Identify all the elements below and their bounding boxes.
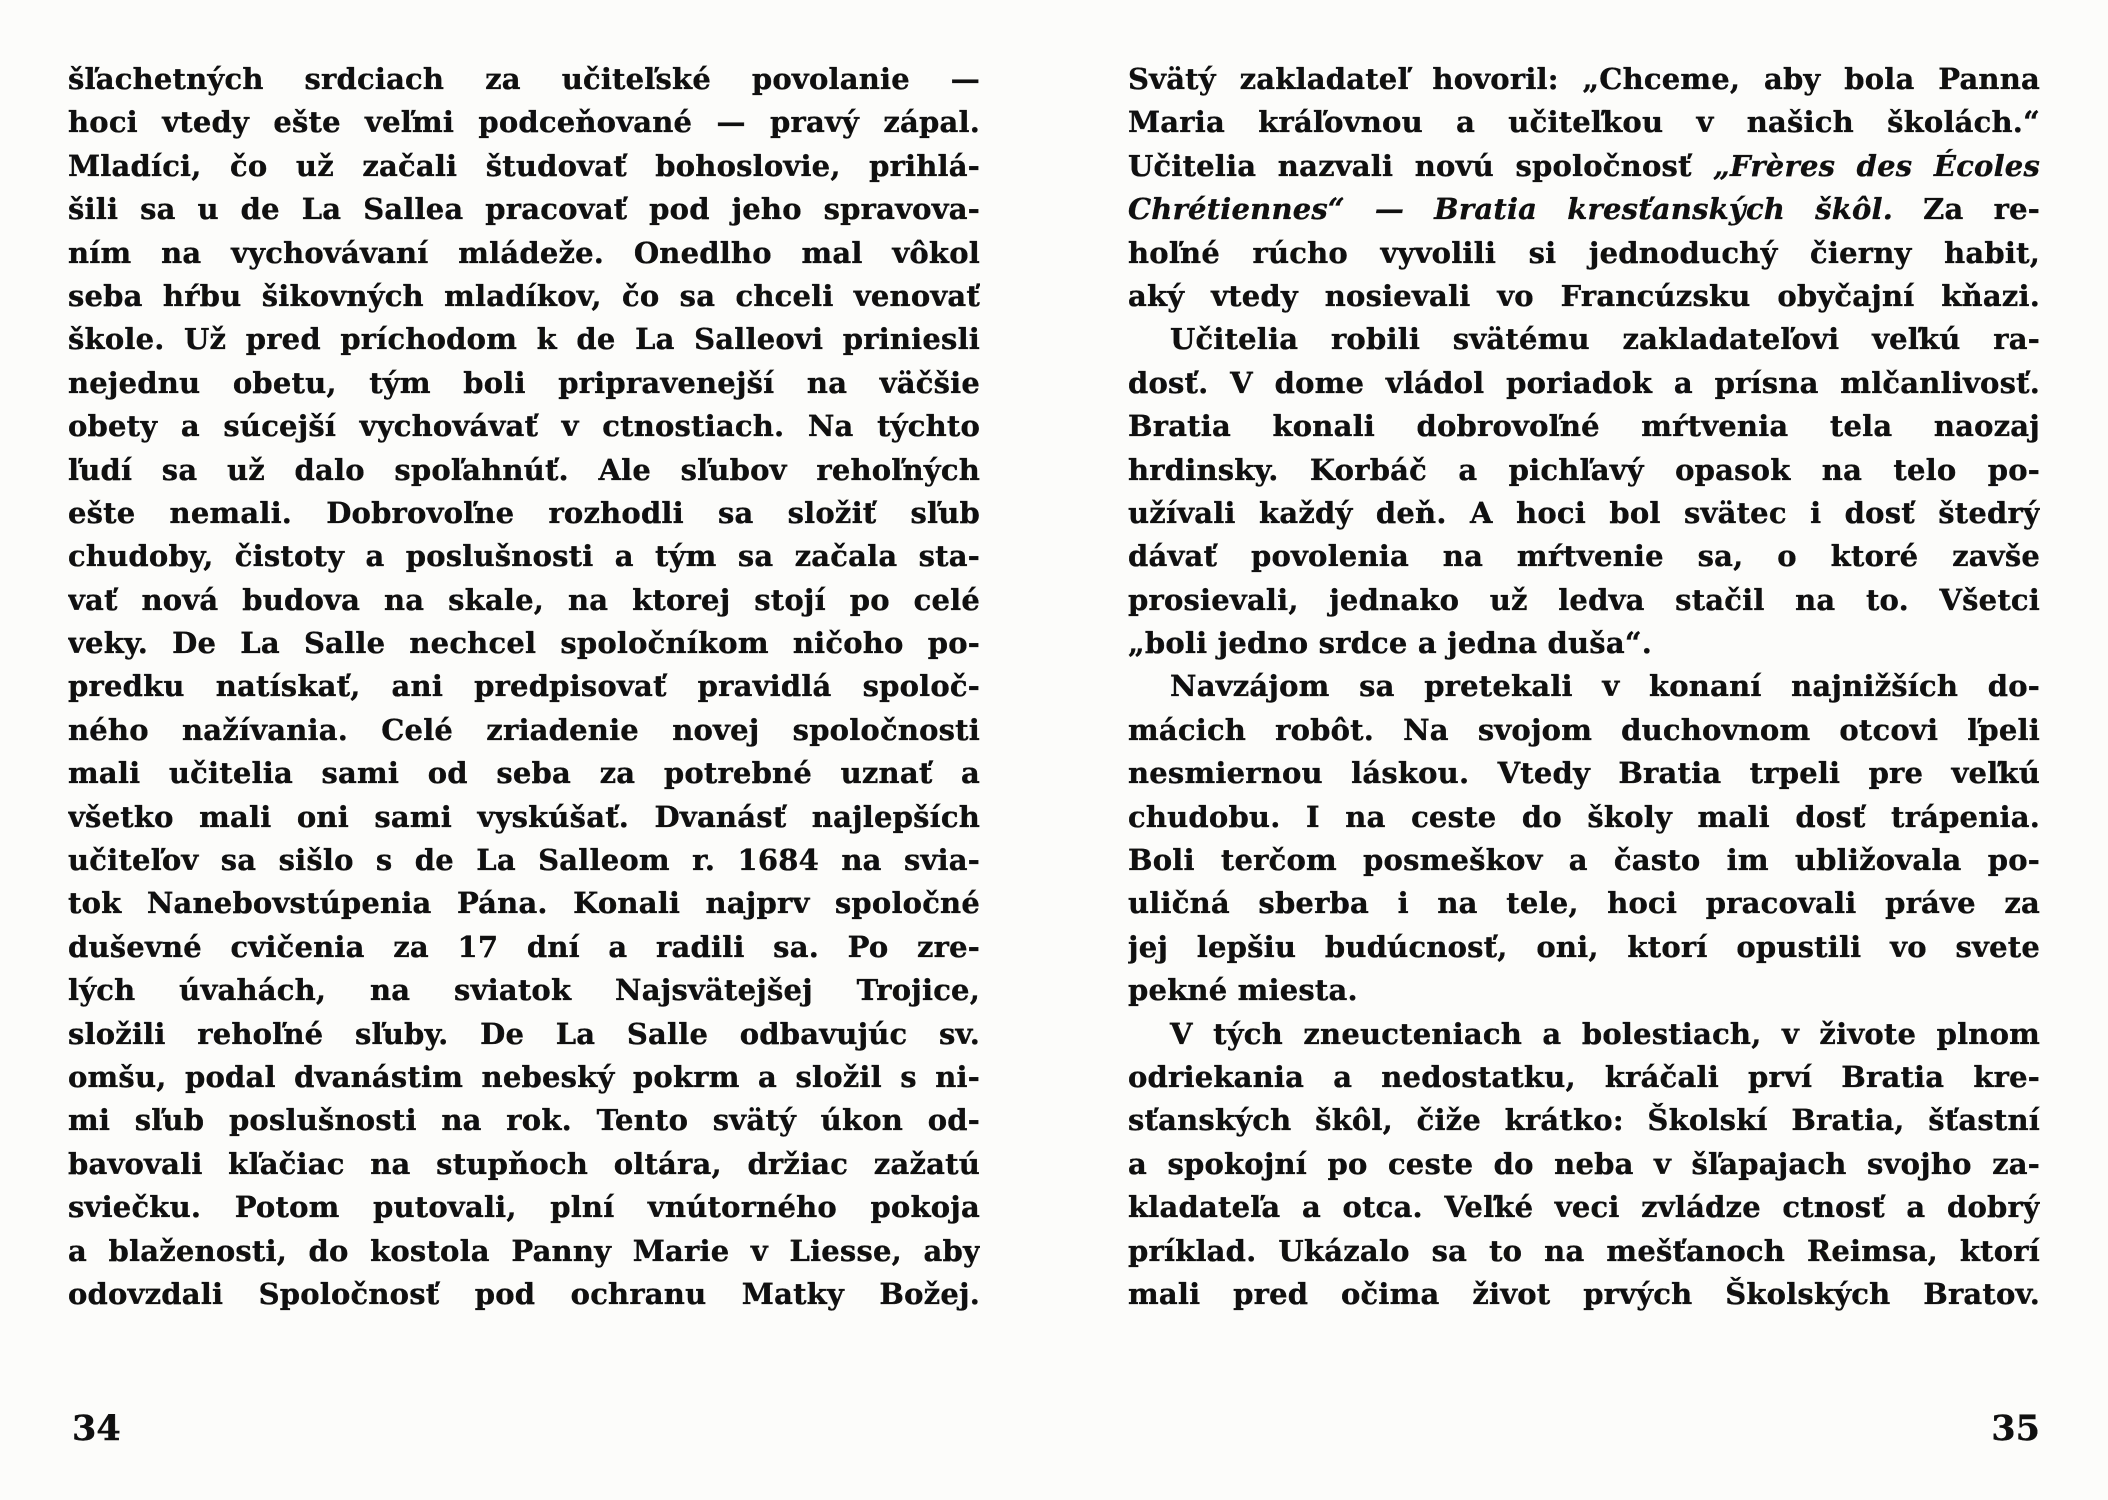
text-line: hrdinsky. Korbáč a pichľavý opasok na telo po- xyxy=(1128,452,2040,487)
text-line: nejednu obetu, tým boli pripravenejší na väčšie xyxy=(68,365,980,400)
text-line: a blaženosti, do kostola Panny Marie v Liesse, aby xyxy=(68,1233,980,1268)
left-page-text-column xyxy=(68,58,980,1316)
text-line: aký vtedy nosievali vo Francúzsku obyčajní kňazi. xyxy=(1128,278,2040,313)
right-page-number: 35 xyxy=(1991,1408,2040,1449)
text-line: dosť. V dome vládol poriadok a prísna mlčanlivosť. xyxy=(1128,365,2040,400)
text-line: obety a súcejší vychovávať v ctnostiach. Na týchto xyxy=(68,409,980,444)
text-line: všetko mali oni sami vyskúšať. Dvanásť najlepších xyxy=(68,799,980,834)
text-line: Bratia konali dobrovoľné mŕtvenia tela naozaj xyxy=(1128,409,2040,444)
text-line: omšu, podal dvanástim nebeský pokrm a složil s ni- xyxy=(68,1059,980,1094)
text-line: uličná sberba i na tele, hoci pracovali práve za xyxy=(1128,886,2040,921)
text-line: „boli jedno srdce a jedna duša“. xyxy=(1128,626,1652,661)
text-line: Učitelia nazvali novú spoločnosť „Frères des Écoles xyxy=(1128,148,2040,183)
text-line: lých úvahách, na sviatok Najsvätejšej Trojice, xyxy=(68,973,980,1008)
text-line: prosievali, jednako už ledva stačil na to. Všetci xyxy=(1128,582,2040,617)
left-page-number: 34 xyxy=(72,1408,121,1449)
text-line: mácich robôt. Na svojom duchovnom otcovi ľpeli xyxy=(1128,712,2040,747)
text-line: hoci vtedy ešte veľmi podceňované — pravý zápal. xyxy=(68,105,980,140)
text-line: a spokojní po ceste do neba v šľapajach svojho za- xyxy=(1128,1146,2040,1181)
text-line: složili rehoľné sľuby. De La Salle odbavujúc sv. xyxy=(68,1016,980,1051)
text-line: tok Nanebovstúpenia Pána. Konali najprv spoločné xyxy=(68,886,980,921)
text-line: Maria kráľovnou a učiteľkou v našich školách.“ xyxy=(1128,105,2040,140)
text-line: ešte nemali. Dobrovoľne rozhodli sa složiť sľub xyxy=(68,495,980,530)
text-line: sťanských škôl, čiže krátko: Školskí Bratia, šťastní xyxy=(1128,1103,2040,1138)
text-line: ním na vychovávaní mládeže. Onedlho mal vôkol xyxy=(68,235,980,270)
text-line: sviečku. Potom putovali, plní vnútorného pokoja xyxy=(68,1190,980,1225)
text-line: Mladíci, čo už začali študovať bohoslovie, prihlá- xyxy=(68,148,980,183)
text-line: učiteľov sa sišlo s de La Salleom r. 1684 na svia- xyxy=(68,843,980,878)
text-line: dávať povolenia na mŕtvenie sa, o ktoré zavše xyxy=(1128,539,2040,574)
text-line: mali učitelia sami od seba za potrebné uznať a xyxy=(68,756,980,791)
text-line: mi sľub poslušnosti na rok. Tento svätý úkon od- xyxy=(68,1103,980,1138)
text-line: Svätý zakladateľ hovoril: „Chceme, aby bola Panna xyxy=(1128,62,2040,96)
text-line: bavovali kľačiac na stupňoch oltára, držiac zažatú xyxy=(68,1146,980,1181)
text-line: mali pred očima život prvých Školských Bratov. xyxy=(1128,1276,2040,1311)
text-line: Navzájom sa pretekali v konaní najnižších do- xyxy=(1170,669,2040,704)
text-line: užívali každý deň. A hoci bol svätec i dosť štedrý xyxy=(1128,495,2040,530)
text-line: ného nažívania. Celé zriadenie novej spoločnosti xyxy=(68,712,980,747)
italic-text: Chrétiennes“ — Bratia kresťanských škôl. xyxy=(1128,192,1894,227)
text-line: jej lepšiu budúcnosť, oni, ktorí opustili vo svete xyxy=(1128,929,2040,964)
text-line: pekné miesta. xyxy=(1128,973,1358,1008)
text-line: odriekania a nedostatku, kráčali prví Bratia kre- xyxy=(1128,1059,2040,1094)
text-line: Učitelia robili svätému zakladateľovi veľkú ra- xyxy=(1170,322,2040,357)
text-line: príklad. Ukázalo sa to na mešťanoch Reimsa, ktorí xyxy=(1128,1233,2040,1268)
text-line: veky. De La Salle nechcel spoločníkom ničoho po- xyxy=(68,626,980,661)
text-line: kladateľa a otca. Veľké veci zvládze ctnosť a dobrý xyxy=(1128,1190,2040,1225)
text-line: chudoby, čistoty a poslušnosti a tým sa začala sta- xyxy=(68,539,980,574)
text-line: odovzdali Spoločnosť pod ochranu Matky Božej. xyxy=(68,1276,980,1311)
text-line: nesmiernou láskou. Vtedy Bratia trpeli pre veľkú xyxy=(1128,756,2040,791)
text-line: V tých zneucteniach a bolestiach, v živote plnom xyxy=(1170,1016,2040,1051)
text-line: Boli terčom posmeškov a často im ubližovala po- xyxy=(1128,843,2040,878)
text-line: Chrétiennes“ — Bratia kresťanských škôl. Za re- xyxy=(1128,192,2040,227)
text-line: šili sa u de La Sallea pracovať pod jeho spravova- xyxy=(68,192,980,227)
text-line: šľachetných srdciach za učiteľské povolanie — xyxy=(68,62,980,96)
text-line: hoľné rúcho vyvolili si jednoduchý čierny habit, xyxy=(1128,235,2040,270)
text-line: chudobu. I na ceste do školy mali dosť trápenia. xyxy=(1128,799,2040,834)
right-page-text-column xyxy=(1128,58,2040,1316)
text-line: predku natískať, ani predpisovať pravidlá spoloč- xyxy=(68,669,980,704)
italic-text: „Frères des Écoles xyxy=(1713,148,2040,183)
text-line: ľudí sa už dalo spoľahnúť. Ale sľubov rehoľných xyxy=(68,452,980,487)
text-line: škole. Už pred príchodom k de La Salleovi priniesli xyxy=(68,322,980,357)
text-line: seba hŕbu šikovných mladíkov, čo sa chceli venovať xyxy=(68,278,980,313)
text-line: duševné cvičenia za 17 dní a radili sa. Po zre- xyxy=(68,929,980,964)
text-line: vať nová budova na skale, na ktorej stojí po celé xyxy=(68,582,980,617)
